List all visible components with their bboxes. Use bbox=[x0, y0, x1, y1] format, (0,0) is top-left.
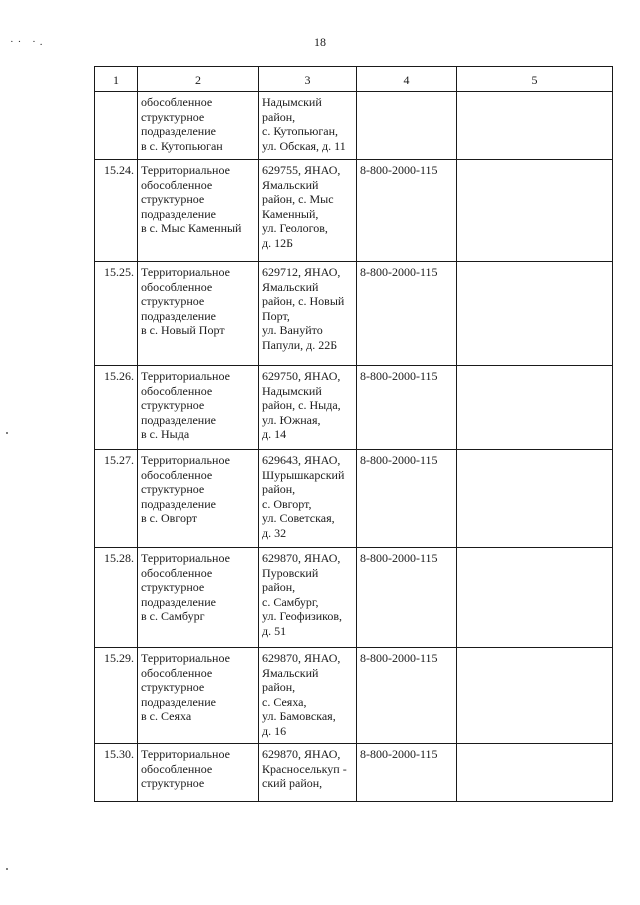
office-name: Территориальное обособленное структурное подразделение в с. Новый Порт bbox=[138, 262, 259, 366]
office-name: обособленное структурное подразделение в с. Кутопьюган bbox=[138, 92, 259, 160]
office-address: 629755, ЯНАО, Ямальский район, с. Мыс Каменный, ул. Геологов, д. 12Б bbox=[259, 160, 357, 262]
scan-dust-mark bbox=[6, 432, 8, 434]
table-header-row bbox=[95, 67, 613, 92]
row-number: 15.29. bbox=[95, 648, 138, 744]
office-address: 629870, ЯНАО, Пуровский район, с. Самбург, ул. Геофизиков, д. 51 bbox=[259, 548, 357, 648]
table-row bbox=[95, 548, 613, 648]
table-row bbox=[95, 450, 613, 548]
row-number: 15.28. bbox=[95, 548, 138, 648]
row-number: 15.24. bbox=[95, 160, 138, 262]
row-number: 15.25. bbox=[95, 262, 138, 366]
col-header-address: 3 bbox=[259, 67, 357, 92]
office-name: Территориальное обособленное структурное подразделение в с. Овгорт bbox=[138, 450, 259, 548]
office-note bbox=[457, 92, 613, 160]
scan-corner-mark: ·· ·. bbox=[10, 36, 47, 48]
offices-table bbox=[94, 66, 613, 802]
scan-dust-mark bbox=[6, 868, 8, 870]
office-note bbox=[457, 548, 613, 648]
office-phone: 8-800-2000-115 bbox=[357, 548, 457, 648]
office-phone: 8-800-2000-115 bbox=[357, 366, 457, 450]
office-note bbox=[457, 366, 613, 450]
table-row bbox=[95, 366, 613, 450]
page-number: 18 bbox=[314, 35, 326, 49]
row-number: 15.26. bbox=[95, 366, 138, 450]
office-name: Территориальное обособленное структурное подразделение в с. Сеяха bbox=[138, 648, 259, 744]
table-row bbox=[95, 648, 613, 744]
office-phone: 8-800-2000-115 bbox=[357, 450, 457, 548]
office-name: Территориальное обособленное структурное подразделение в с. Мыс Каменный bbox=[138, 160, 259, 262]
office-note bbox=[457, 450, 613, 548]
office-note bbox=[457, 262, 613, 366]
office-address: Надымский район, с. Кутопьюган, ул. Обская, д. 11 bbox=[259, 92, 357, 160]
table-row bbox=[95, 744, 613, 802]
office-address: 629712, ЯНАО, Ямальский район, с. Новый Порт, ул. Вануйто Папули, д. 22Б bbox=[259, 262, 357, 366]
office-note bbox=[457, 160, 613, 262]
col-header-number: 1 bbox=[95, 67, 138, 92]
office-phone: 8-800-2000-115 bbox=[357, 648, 457, 744]
office-phone: 8-800-2000-115 bbox=[357, 160, 457, 262]
office-note bbox=[457, 744, 613, 802]
row-number: 15.27. bbox=[95, 450, 138, 548]
col-header-note: 5 bbox=[457, 67, 613, 92]
col-header-phone: 4 bbox=[357, 67, 457, 92]
table-row bbox=[95, 262, 613, 366]
office-name: Территориальное обособленное структурное подразделение в с. Ныда bbox=[138, 366, 259, 450]
office-phone bbox=[357, 92, 457, 160]
col-header-name: 2 bbox=[138, 67, 259, 92]
office-name: Территориальное обособленное структурное подразделение в с. Самбург bbox=[138, 548, 259, 648]
office-address: 629870, ЯНАО, Ямальский район, с. Сеяха, ул. Бамовская, д. 16 bbox=[259, 648, 357, 744]
row-number: 15.30. bbox=[95, 744, 138, 802]
table-row bbox=[95, 160, 613, 262]
office-address: 629870, ЯНАО, Красноселькуп - ский район, bbox=[259, 744, 357, 802]
office-name: Территориальное обособленное структурное bbox=[138, 744, 259, 802]
table-row bbox=[95, 92, 613, 160]
row-number bbox=[95, 92, 138, 160]
office-phone: 8-800-2000-115 bbox=[357, 744, 457, 802]
office-address: 629643, ЯНАО, Шурышкарский район, с. Овгорт, ул. Советская, д. 32 bbox=[259, 450, 357, 548]
office-note bbox=[457, 648, 613, 744]
office-address: 629750, ЯНАО, Надымский район, с. Ныда, ул. Южная, д. 14 bbox=[259, 366, 357, 450]
office-phone: 8-800-2000-115 bbox=[357, 262, 457, 366]
